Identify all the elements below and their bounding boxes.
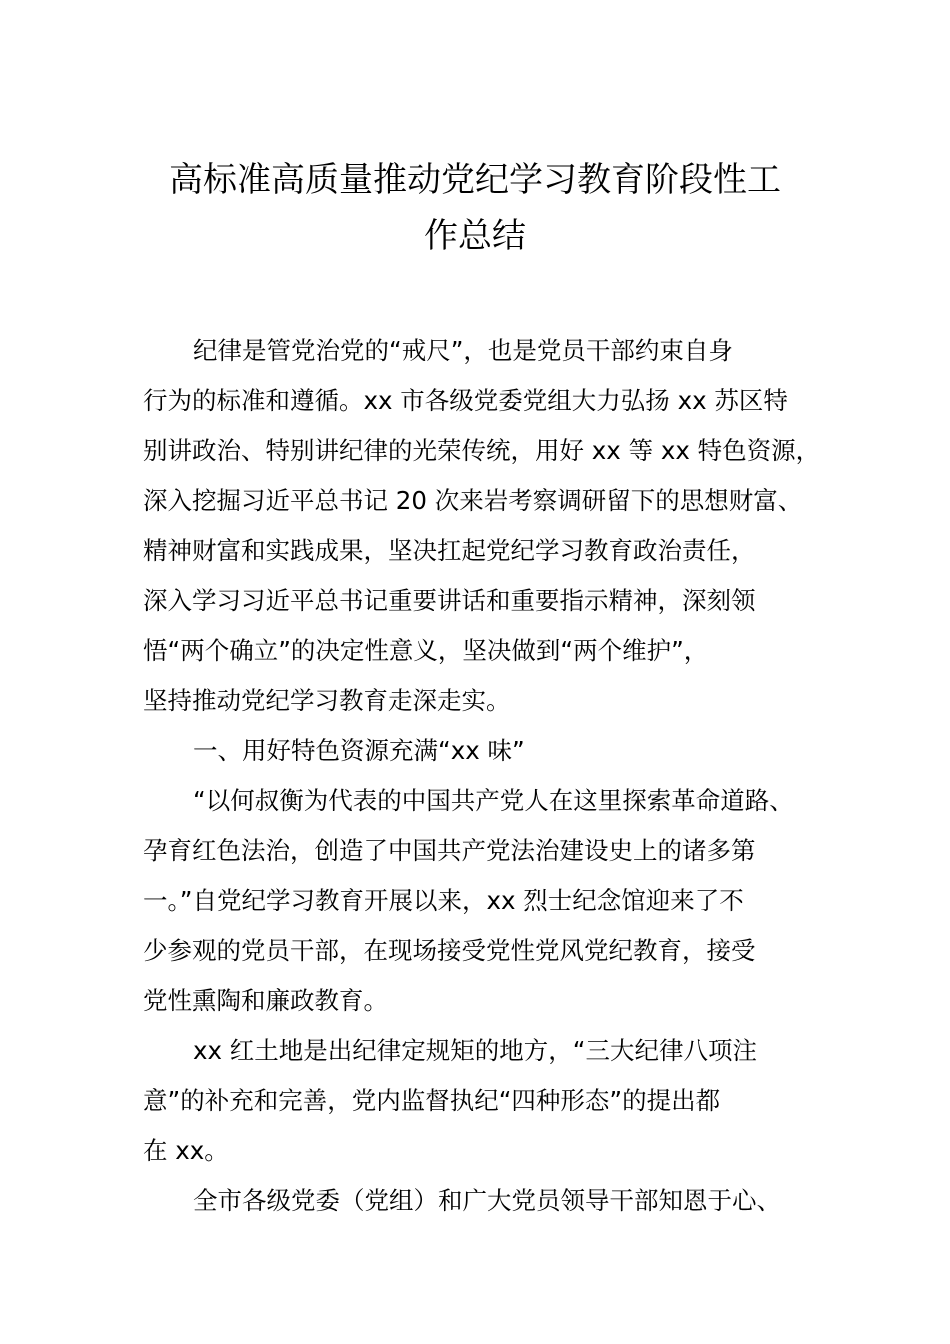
paragraph-line: 在 xx。 (143, 1136, 229, 1165)
paragraph-line: 行为的标准和遵循。xx 市各级党委党组大力弘扬 xx 苏区特 (143, 386, 788, 415)
paragraph-line: 深入挖掘习近平总书记 20 次来岩考察调研留下的思想财富、 (143, 486, 803, 515)
paragraph-line: 党性熏陶和廉政教育。 (143, 986, 388, 1015)
paragraph-line: “以何叔衡为代表的中国共产党人在这里探索革命道路、 (193, 786, 794, 815)
paragraph-3 (143, 1026, 823, 1176)
paragraph-line: 一。”自党纪学习教育开展以来，xx 烈士纪念馆迎来了不 (143, 886, 744, 915)
paragraph-line: 深入学习习近平总书记重要讲话和重要指示精神，深刻领 (143, 586, 756, 615)
paragraph-2 (143, 776, 823, 1026)
paragraph-line: 悟“两个确立”的决定性意义，坚决做到“两个维护”， (143, 636, 709, 665)
paragraph-line: xx 红土地是出纪律定规矩的地方，“三大纪律八项注 (193, 1036, 757, 1065)
document-body (143, 326, 823, 1226)
paragraph-line: 孕育红色法治，创造了中国共产党法治建设史上的诸多第 (143, 836, 756, 865)
paragraph-line: 坚持推动党纪学习教育走深走实。 (143, 686, 511, 715)
paragraph-line: 别讲政治、特别讲纪律的光荣传统，用好 xx 等 xx 特色资源， (143, 436, 821, 465)
document-title (140, 152, 810, 264)
section-heading-1 (143, 726, 823, 776)
title-line: 作总结 (424, 216, 526, 256)
title-line: 高标准高质量推动党纪学习教育阶段性工 (169, 160, 781, 200)
paragraph-4 (143, 1176, 823, 1226)
paragraph-1 (143, 326, 823, 726)
paragraph-line: 意”的补充和完善，党内监督执纪“四种形态”的提出都 (143, 1086, 721, 1115)
paragraph-line: 精神财富和实践成果，坚决扛起党纪学习教育政治责任， (143, 536, 756, 565)
paragraph-line: 全市各级党委（党组）和广大党员领导干部知恩于心、 (193, 1186, 781, 1215)
paragraph-line: 少参观的党员干部，在现场接受党性党风党纪教育，接受 (143, 936, 756, 965)
section-heading-text: 一、用好特色资源充满“xx 味” (193, 736, 525, 765)
paragraph-line: 纪律是管党治党的“戒尺”，也是党员干部约束自身 (193, 336, 733, 365)
